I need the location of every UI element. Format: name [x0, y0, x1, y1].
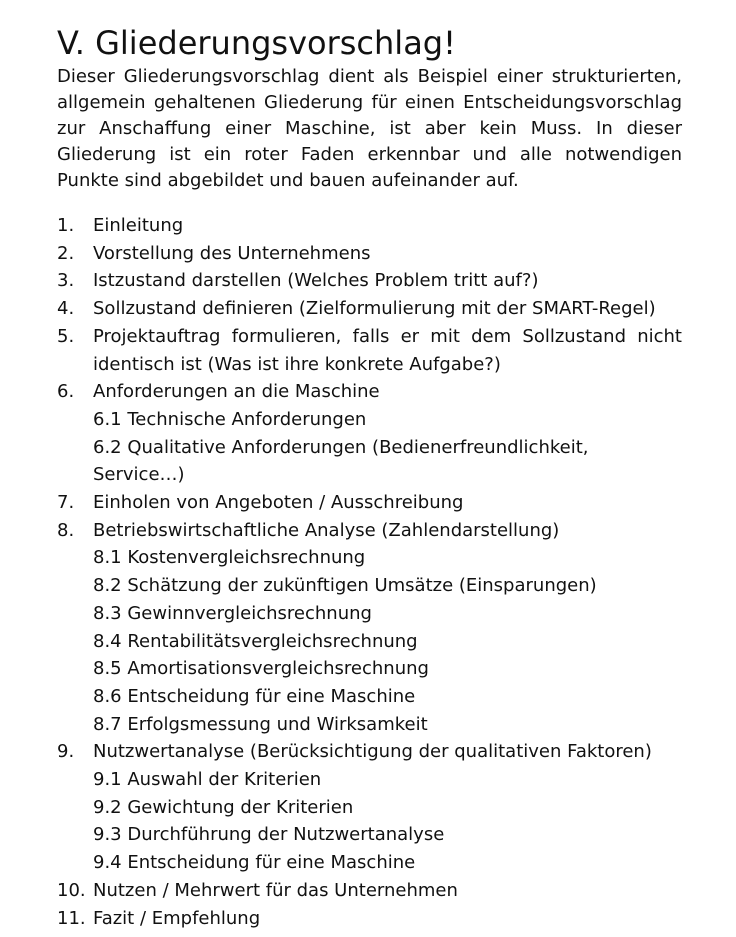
- item-number: 11.: [57, 907, 86, 929]
- item-number: 7.: [57, 492, 75, 514]
- page-title: V. Gliederungsvorschlag!: [57, 24, 456, 62]
- outline-item-3: [57, 267, 682, 295]
- item-number: 4.: [57, 298, 75, 320]
- outline-item-9: [57, 738, 682, 877]
- item-text: Istzustand darstellen (Welches Problem tritt auf?): [93, 270, 539, 292]
- item-text: Nutzen / Mehrwert für das Unternehmen: [93, 879, 458, 901]
- item-text: Projektauftrag formulieren, falls er mit dem Sollzustand nicht identisch ist (Was ist ihre konkrete Aufgabe?): [93, 325, 682, 375]
- sub-item: 9.1 Auswahl der Kriterien: [93, 769, 322, 791]
- sub-item: 8.1 Kostenvergleichsrechnung: [93, 547, 366, 569]
- item-text: Einholen von Angeboten / Ausschreibung: [93, 492, 464, 514]
- item-number: 9.: [57, 741, 75, 763]
- sub-item: 8.5 Amortisationsvergleichsrechnung: [93, 658, 429, 680]
- outline-item-4: [57, 295, 682, 323]
- sub-list: [93, 544, 682, 738]
- outline-item-6: [57, 378, 682, 489]
- item-text: Betriebswirtschaftliche Analyse (Zahlendarstellung): [93, 519, 560, 541]
- item-number: 5.: [57, 325, 75, 347]
- item-text: Sollzustand definieren (Zielformulierung mit der SMART-Regel): [93, 298, 656, 320]
- item-number: 2.: [57, 242, 75, 264]
- sub-item: 8.6 Entscheidung für eine Maschine: [93, 685, 416, 707]
- item-number: 1.: [57, 215, 75, 236]
- sub-list: [93, 406, 682, 489]
- sub-item: 6.1 Technische Anforderungen: [93, 408, 367, 430]
- sub-item: 8.2 Schätzung der zukünftigen Umsätze (Einsparungen): [93, 575, 597, 597]
- outline-item-5: [57, 323, 682, 378]
- item-text: Einleitung: [93, 215, 184, 236]
- intro-paragraph: Dieser Gliederungsvorschlag dient als Beispiel einer strukturierten, allgemein gehaltenen Gliederung für einen Entscheidungsvorschlag zur Anschaffung einer Maschine, ist aber kein Muss. In dieser Gliederung ist ein roter Faden erkennbar und alle notwendigen Punkte sind abgebildet und bauen aufeinander auf.: [57, 66, 682, 191]
- outline-item-11: [57, 905, 682, 933]
- item-number: 8.: [57, 519, 75, 541]
- item-number: 3.: [57, 270, 75, 292]
- item-number: 10.: [57, 879, 86, 901]
- outline-item-8: [57, 517, 682, 739]
- outline-item-7: [57, 489, 682, 517]
- item-text: Anforderungen an die Maschine: [93, 381, 380, 403]
- sub-list: [93, 766, 682, 877]
- sub-item: 9.3 Durchführung der Nutzwertanalyse: [93, 824, 445, 846]
- sub-item: 9.4 Entscheidung für eine Maschine: [93, 852, 416, 874]
- outline-item-1: [57, 212, 682, 240]
- outline-item-2: [57, 240, 682, 268]
- sub-item: 8.7 Erfolgsmessung und Wirksamkeit: [93, 713, 428, 735]
- sub-item: 9.2 Gewichtung der Kriterien: [93, 796, 354, 818]
- sub-item: 8.4 Rentabilitätsvergleichsrechnung: [93, 630, 418, 652]
- outline-list: [57, 212, 682, 932]
- item-text: Vorstellung des Unternehmens: [93, 242, 371, 264]
- sub-item: 6.2 Qualitative Anforderungen (Bedienerfreundlichkeit, Service…): [93, 436, 589, 486]
- item-text: Nutzwertanalyse (Berücksichtigung der qualitativen Faktoren): [93, 741, 652, 763]
- item-text: Fazit / Empfehlung: [93, 907, 261, 929]
- outline-item-10: [57, 877, 682, 905]
- item-number: 6.: [57, 381, 75, 403]
- sub-item: 8.3 Gewinnvergleichsrechnung: [93, 602, 372, 624]
